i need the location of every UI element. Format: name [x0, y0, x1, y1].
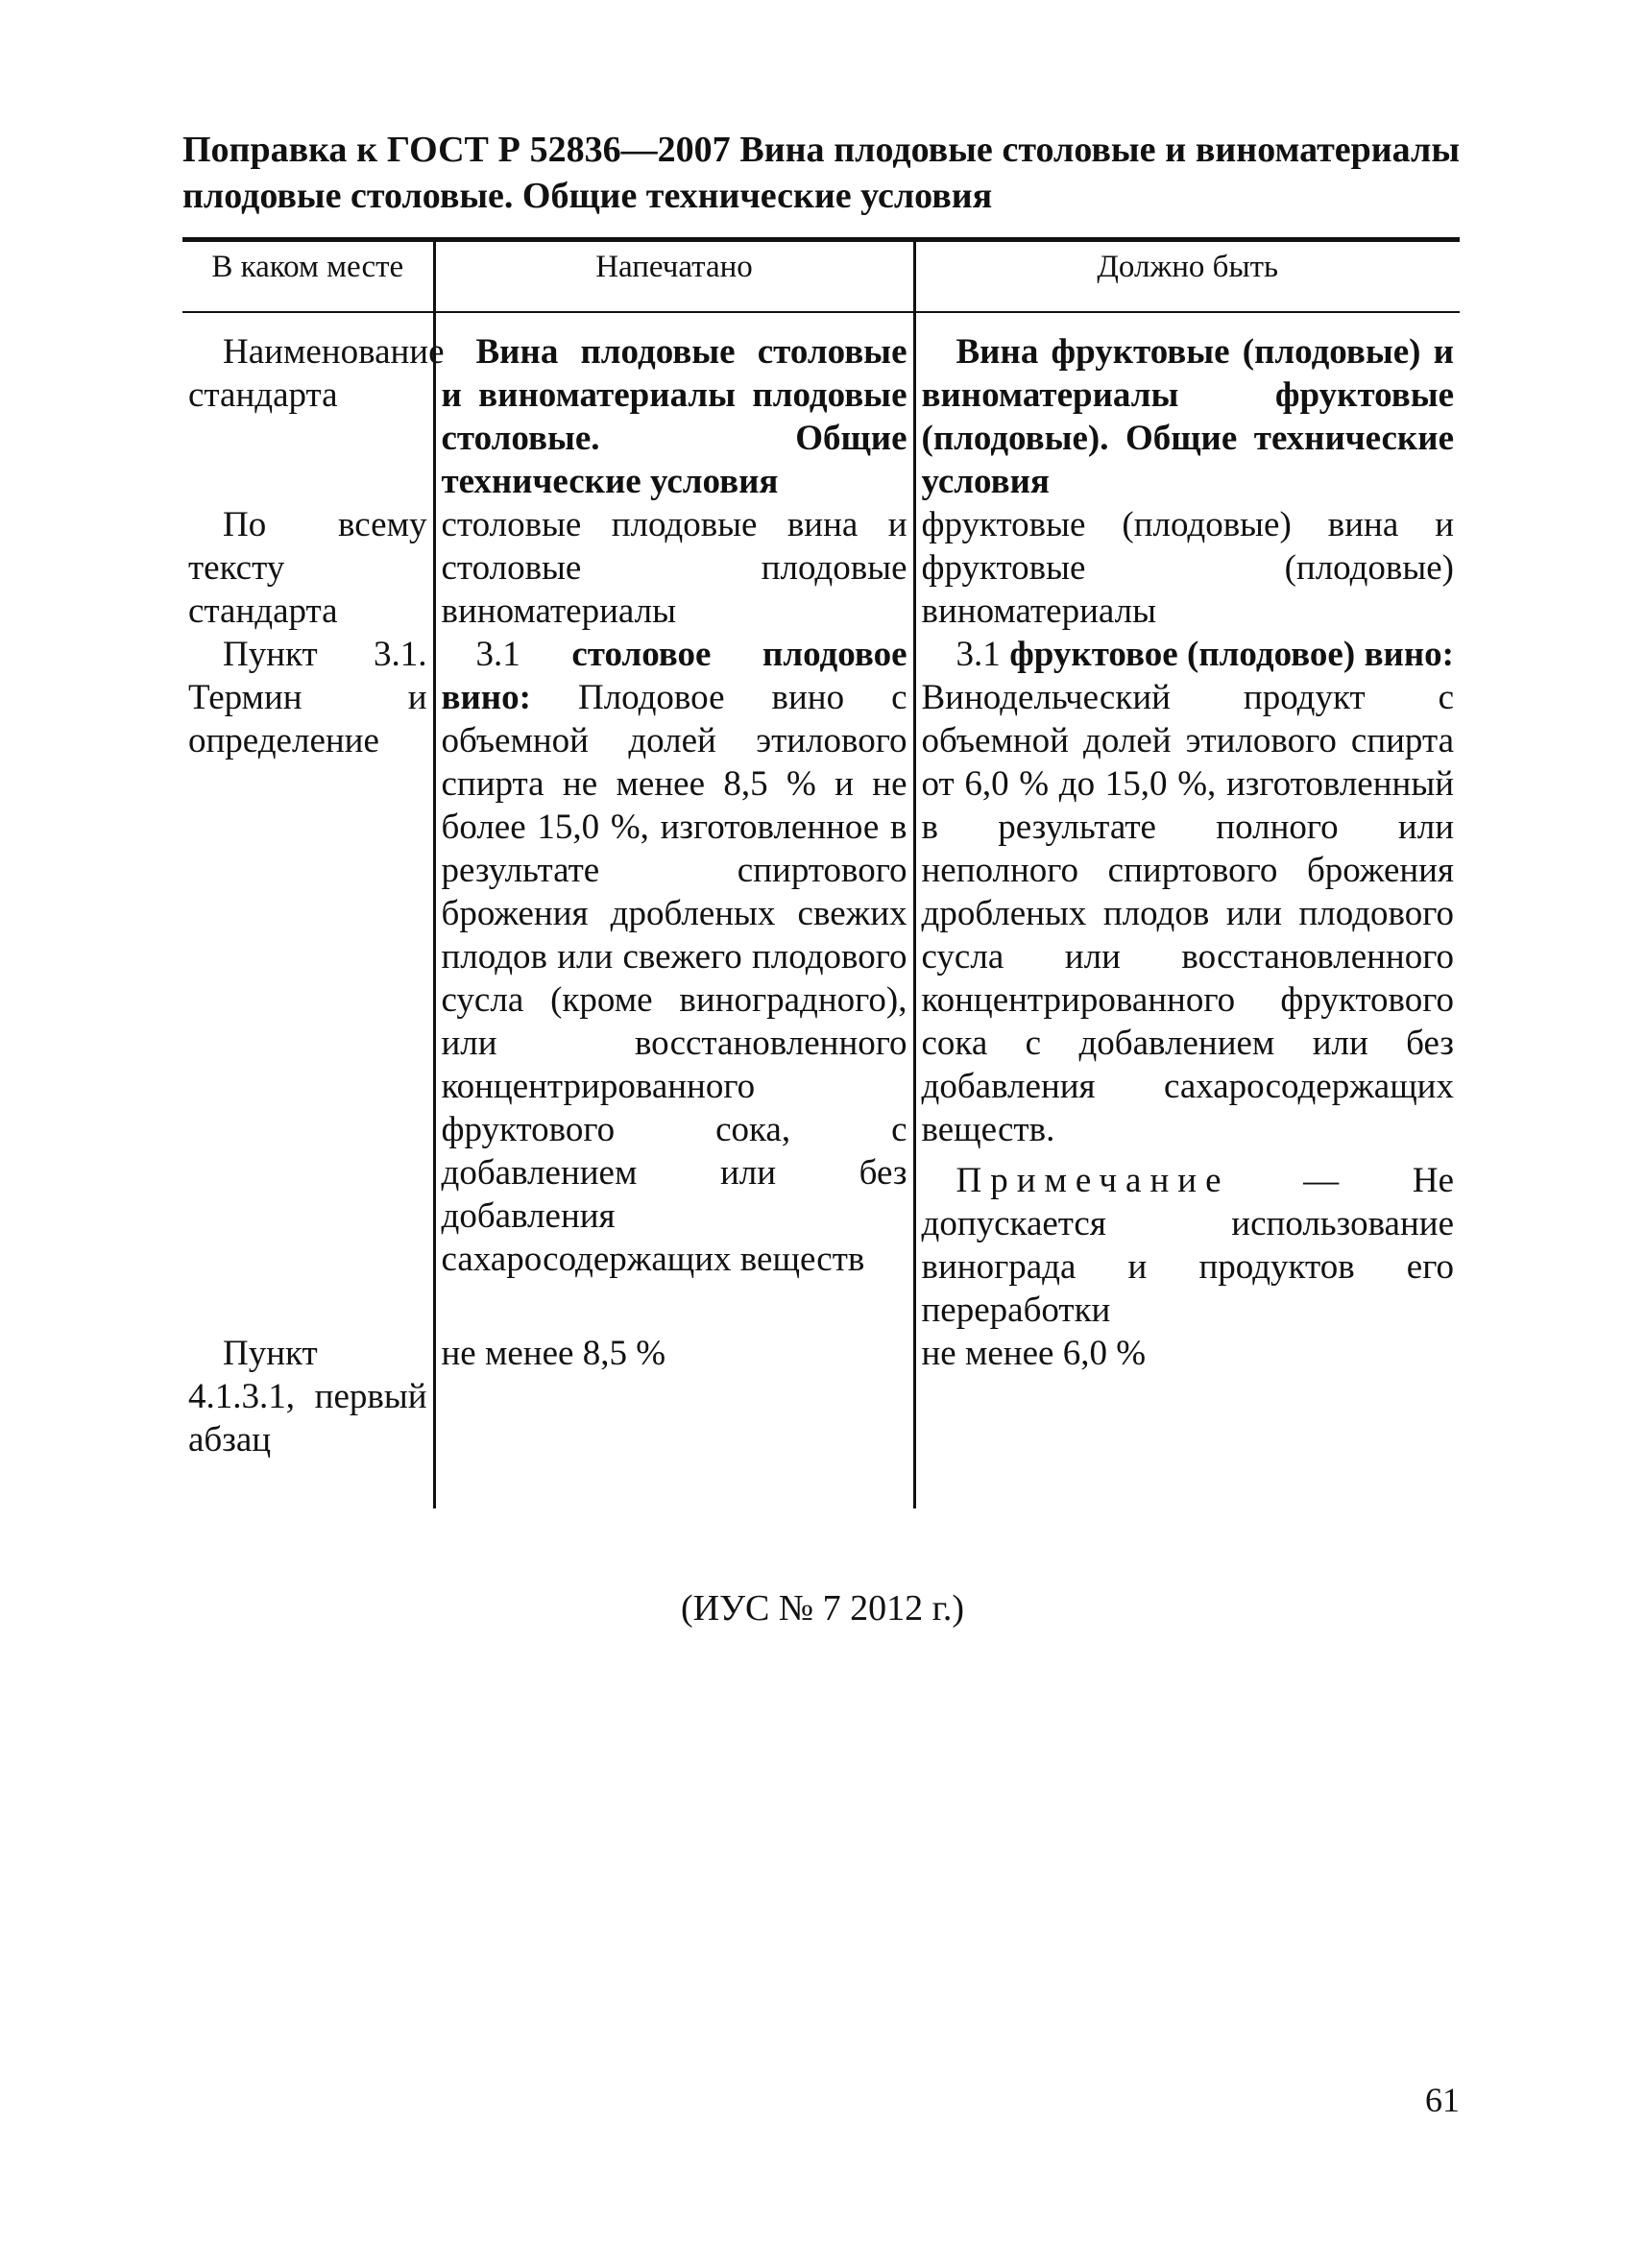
printed-definition [442, 633, 907, 1281]
correction-table-container [182, 242, 1460, 1508]
term-name: столовое плодовое вино: [441, 635, 907, 717]
header-printed: Напечатано [434, 242, 914, 312]
cell-should-be [914, 312, 1460, 503]
table-row [182, 633, 1460, 1332]
page-number: 61 [1425, 2081, 1460, 2119]
cell-should-be [914, 1332, 1460, 1508]
location-text: Пункт 3.1. Термин и определение [188, 635, 427, 760]
cell-location [182, 503, 434, 633]
note-text: — Не допускается использование винограда и продуктов его переработки [921, 1161, 1454, 1330]
printed-text: столовые плодовые вина и столовые плодовые виноматериалы [441, 505, 907, 631]
term-definition: Винодельческий продукт с объемной долей этилового спирта от 6,0 % до 15,0 %, изготовленный в результате полного или неполного спиртового брожения дробленых плодов или плодового сусла или восстановленного концентрированного фруктового сока с добавлением или без добавления сахаросодержащих веществ. [921, 678, 1454, 1149]
should-be-definition [922, 633, 1455, 1151]
term-number: 3.1 [956, 635, 1001, 674]
table-header-row [182, 242, 1460, 312]
header-location: В каком месте [182, 242, 434, 312]
location-text: Пункт 4.1.3.1, первый абзац [188, 1334, 427, 1460]
cell-printed [434, 633, 914, 1332]
location-text: Наименование стандарта [188, 332, 445, 415]
cell-printed [434, 503, 914, 633]
term-definition: Плодовое вино с объемной долей этилового спирта не менее 8,5 % и не более 15,0 %, изготовленное в результате спиртового брожения дробленых свежих плодов или свежего плодового сусла (кроме виноградного), или восстановленного концентрированного фруктового сока, с добавлением или без добавления сахаросодержащих веществ [441, 678, 907, 1279]
term-number: 3.1 [475, 635, 520, 674]
printed-text: Вина плодовые столовые и виноматериалы плодовые столовые. Общие технические условия [441, 332, 907, 501]
table-row [182, 503, 1460, 633]
cell-location [182, 1332, 434, 1508]
cell-printed [434, 1332, 914, 1508]
cell-should-be [914, 503, 1460, 633]
note [922, 1159, 1455, 1332]
table-row [182, 1332, 1460, 1508]
issue-reference: (ИУС № 7 2012 г.) [680, 1588, 965, 1629]
cell-location [182, 633, 434, 1332]
term-name: фруктовое (плодовое) вино: [1009, 635, 1455, 674]
should-be-text: не менее 6,0 % [921, 1334, 1147, 1373]
table-row [182, 312, 1460, 503]
cell-should-be [914, 633, 1460, 1332]
correction-table [182, 242, 1460, 1508]
cell-printed [434, 312, 914, 503]
header-should-be: Должно быть [914, 242, 1460, 312]
should-be-text: фруктовые (плодовые) вина и фруктовые (плодовые) виноматериалы [921, 505, 1454, 631]
printed-text: не менее 8,5 % [441, 1334, 666, 1373]
cell-location [182, 312, 445, 503]
should-be-text: Вина фруктовые (плодовые) и виноматериалы фруктовые (плодовые). Общие технические условия [921, 332, 1454, 501]
location-text: По всему тексту стандарта [188, 505, 427, 631]
page-title: Поправка к ГОСТ Р 52836—2007 Вина плодовые столовые и виноматериалы плодовые столовые. Общие технические условия [182, 130, 1460, 216]
note-label: Примечание [956, 1161, 1230, 1200]
